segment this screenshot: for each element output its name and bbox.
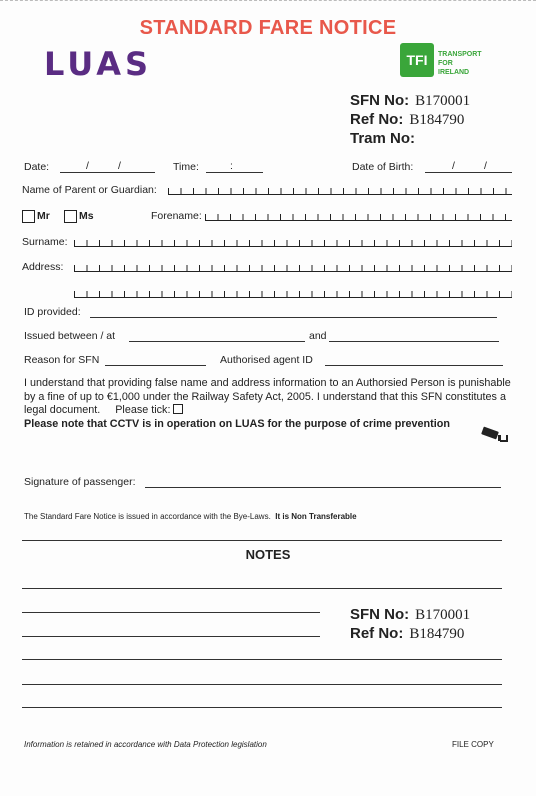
ref-number: Ref No: B184790 [350, 111, 465, 128]
forename-field[interactable] [205, 214, 512, 221]
notes-line[interactable] [22, 707, 502, 708]
date-sep: / [86, 160, 89, 172]
dob-field[interactable] [425, 172, 512, 173]
signature-field[interactable] [145, 487, 501, 488]
tick-checkbox[interactable] [173, 404, 183, 414]
notes-sfn-number: SFN No: B170001 [350, 606, 471, 623]
sfn-number: SFN No: B170001 [350, 92, 471, 109]
issued-to-field[interactable] [329, 341, 499, 342]
tfi-logo-badge: TFI [400, 43, 434, 77]
perforation-edge [0, 0, 536, 4]
ms-checkbox[interactable] [64, 210, 77, 223]
tick-label: Please tick: [115, 404, 171, 416]
id-label: ID provided: [24, 306, 81, 318]
notes-title: NOTES [245, 547, 291, 562]
signature-label: Signature of passenger: [24, 476, 136, 488]
date-field[interactable] [60, 172, 155, 173]
date-sep: / [118, 160, 121, 172]
notice-title: STANDARD FARE NOTICE [139, 17, 397, 39]
issued-label: Issued between / at [24, 330, 116, 342]
data-protection-note: Information is retained in accordance with Data Protection legislation [24, 740, 267, 749]
guardian-label: Name of Parent or Guardian: [22, 184, 157, 196]
dob-label: Date of Birth: [352, 161, 414, 173]
mr-checkbox[interactable] [22, 210, 35, 223]
surname-label: Surname: [22, 236, 68, 248]
notes-line[interactable] [22, 636, 320, 637]
notes-line[interactable] [22, 612, 320, 613]
dob-sep: / [452, 160, 455, 172]
notes-line[interactable] [22, 588, 502, 589]
agent-label: Authorised agent ID [220, 354, 313, 366]
and-label: and [309, 330, 327, 342]
issued-from-field[interactable] [129, 341, 305, 342]
address-field-1[interactable] [74, 265, 512, 272]
time-field[interactable] [206, 172, 263, 173]
notes-ref-number: Ref No: B184790 [350, 625, 465, 642]
notes-line[interactable] [22, 684, 502, 685]
cctv-notice: Please note that CCTV is in operation on LUAS for the purpose of crime prevention [24, 417, 450, 430]
tram-number: Tram No: [350, 130, 416, 147]
notes-line[interactable] [22, 659, 502, 660]
divider [22, 540, 502, 541]
luas-logo: LUAS [44, 45, 153, 83]
guardian-field[interactable] [168, 188, 512, 195]
byelaws-text: The Standard Fare Notice is issued in accordance with the Bye-Laws. It is Non Transferable [24, 512, 357, 521]
reason-field[interactable] [105, 365, 206, 366]
forename-label: Forename: [151, 210, 202, 222]
id-field[interactable] [90, 317, 497, 318]
address-label: Address: [22, 261, 64, 273]
reason-label: Reason for SFN [24, 354, 100, 366]
dob-sep: / [484, 160, 487, 172]
mr-label: Mr [37, 210, 50, 222]
file-copy-label: FILE COPY [452, 740, 494, 749]
agent-id-field[interactable] [325, 365, 503, 366]
time-label: Time: [173, 161, 199, 173]
cctv-camera-icon [480, 425, 510, 447]
address-field-2[interactable] [74, 291, 512, 298]
declaration-text: I understand that providing false name and address information to an Authorsied Person is punishable by a fine of up to €1,000 under the Railway Safety Act, 2005. I understand that this SFN constitutes a legal document. Please tick: Please note that CCTV is in operation on LUAS for the purpose of crime prevention [24, 377, 514, 431]
surname-field[interactable] [74, 240, 512, 247]
ms-label: Ms [79, 210, 94, 222]
time-sep: : [230, 160, 233, 172]
tfi-logo-text: TRANSPORT FOR IRELAND [438, 51, 482, 76]
date-label: Date: [24, 161, 50, 173]
